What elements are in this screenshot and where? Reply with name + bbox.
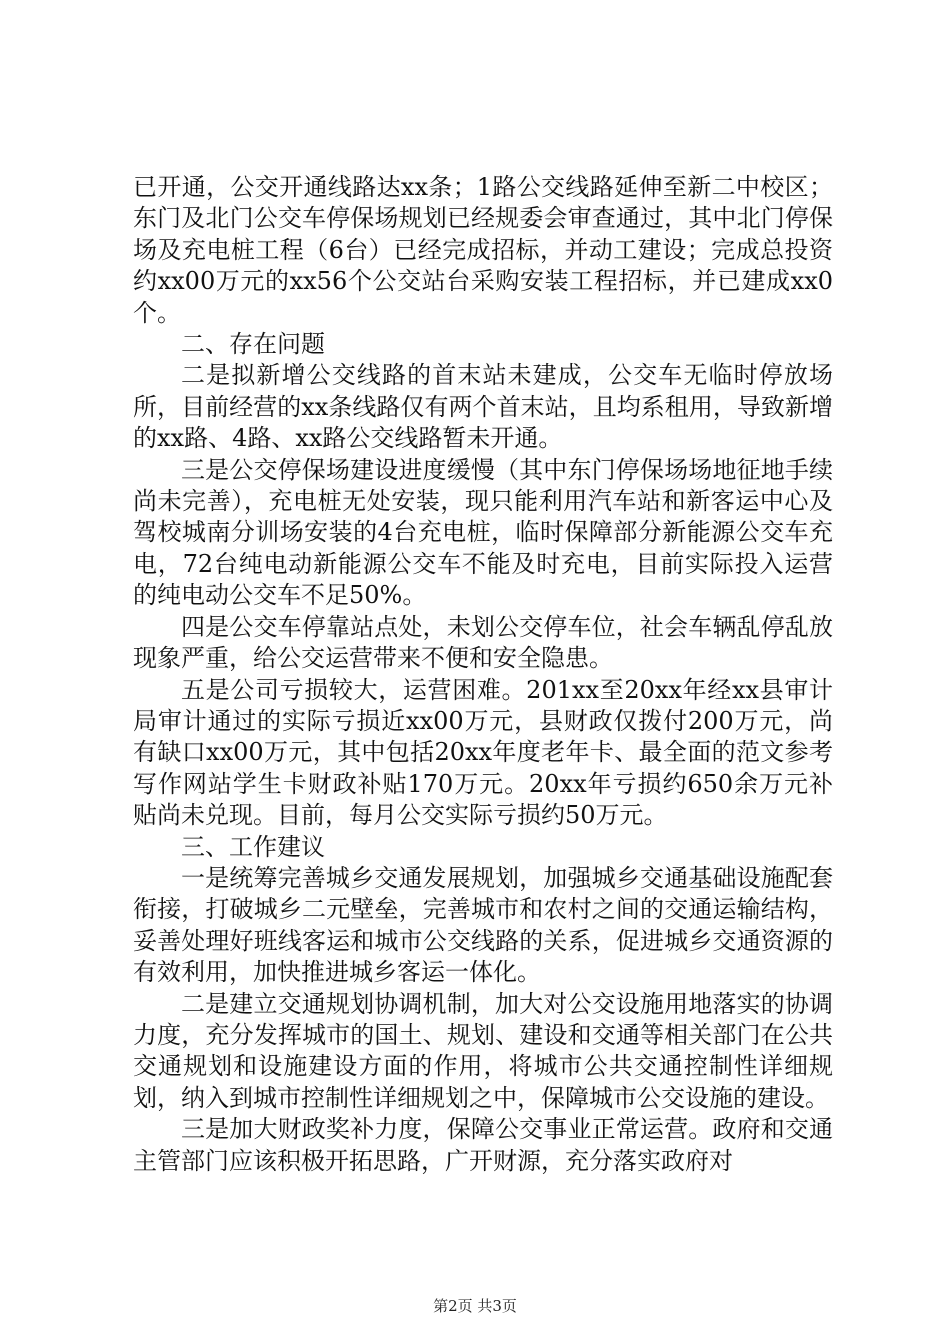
paragraph-suggestion-3: 三是加大财政奖补力度，保障公交事业正常运营。政府和交通主管部门应该积极开拓思路，广开财源，充分落实政府对 xyxy=(133,1115,833,1175)
document-body xyxy=(133,172,833,1177)
paragraph-continuation: 已开通，公交开通线路达xx条；1路公交线路延伸至新二中校区；东门及北门公交车停保场规划已经规委会审查通过，其中北门停保场及充电桩工程（6台）已经完成招标，并动工建设；完成总投资约xx00万元的xx56个公交站台采购安装工程招标，并已建成xx0个。 xyxy=(133,173,833,327)
paragraph-problem-2: 二是拟新增公交线路的首末站未建成，公交车无临时停放场所，目前经营的xx条线路仅有两个首末站，且均系租用，导致新增的xx路、4路、xx路公交线路暂未开通。 xyxy=(133,361,833,453)
paragraph-problem-4: 四是公交车停靠站点处，未划公交停车位，社会车辆乱停乱放现象严重，给公交运营带来不便和安全隐患。 xyxy=(133,612,833,673)
paragraph-problem-5: 五是公司亏损较大，运营困难。201xx至20xx年经xx县审计局审计通过的实际亏损近xx00万元，县财政仅拨付200万元，尚有缺口xx00万元，其中包括20xx年度老年卡、最全面的范文参考写作网站学生卡财政补贴170万元。20xx年亏损约650余万元补贴尚未兑现。目前，每月公交实际亏损约50万元。 xyxy=(133,675,833,830)
paragraph-suggestion-2: 二是建立交通规划协调机制，加大对公交设施用地落实的协调力度，充分发挥城市的国土、规划、建设和交通等相关部门在公共交通规划和设施建设方面的作用，将城市公共交通控制性详细规划，纳入到城市控制性详细规划之中，保障城市公交设施的建设。 xyxy=(133,989,833,1112)
paragraph-problem-3: 三是公交停保场建设进度缓慢（其中东门停保场场地征地手续尚未完善），充电桩无处安装，现只能利用汽车站和新客运中心及驾校城南分训场安装的4台充电桩，临时保障部分新能源公交车充电，72台纯电动新能源公交车不能及时充电，目前实际投入运营的纯电动公交车不足50%。 xyxy=(133,455,833,610)
section-heading-suggestions: 三、工作建议 xyxy=(181,832,325,861)
section-heading-problems: 二、存在问题 xyxy=(181,330,325,359)
paragraph-suggestion-1: 一是统筹完善城乡交通发展规划，加强城乡交通基础设施配套衔接，打破城乡二元壁垒，完善城市和农村之间的交通运输结构，妥善处理好班线客运和城市公交线路的关系，促进城乡交通资源的有效利用，加快推进城乡客运一体化。 xyxy=(133,863,833,987)
page-number-footer: 第2页 共3页 xyxy=(433,1297,517,1315)
